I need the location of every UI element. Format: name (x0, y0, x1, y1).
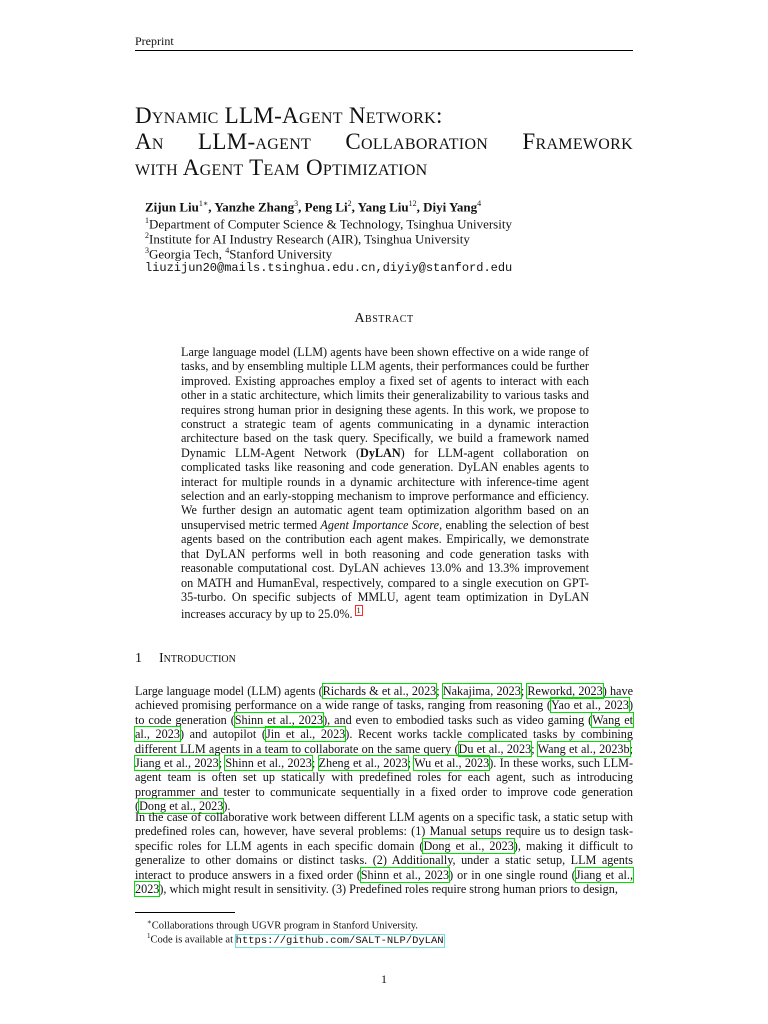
author-name: Yanzhe Zhang (214, 199, 295, 215)
author-name: Yang Liu (357, 199, 409, 215)
author-sup: 3 (294, 199, 299, 208)
footnote (147, 918, 418, 932)
affiliation-text: Department of Computer Science & Technology, Tsinghua University (149, 216, 512, 232)
footnote-mark: 1 (147, 932, 151, 940)
title-word: Framework (522, 129, 633, 154)
citation-link[interactable]: Shinn et al., 2023 (234, 712, 324, 727)
citation-link[interactable]: Nakajima, 2023 (442, 684, 521, 698)
citation-link[interactable]: Wu et al., 2023 (414, 756, 490, 771)
citation-link[interactable]: Shinn et al., 2023 (360, 867, 450, 882)
affiliation-sup: 2 (145, 231, 149, 240)
citation-link[interactable]: Richards & et al., 2023 (322, 684, 437, 698)
citation-link[interactable]: Wang et al., 2023b (537, 741, 630, 756)
intro-paragraph-1: Large language model (LLM) agents (Richards & et al., 2023; Nakajima, 2023; Reworkd, 2023) have achieved promising performance on a wide range of tasks, ranging from reasoning (Yao et al., 2023) to code generation (Shinn et al., 2023), and even to embodied tasks such as video gaming (Wang et al., 2023) and autopilot (Jin et al., 2023). Recent works tackle complicated tasks by combining different LLM agents in a team to collaborate on the same query (Du et al., 2023; Wang et al., 2023b; Jiang et al., 2023; Shinn et al., 2023; Zheng et al., 2023; Wu et al., 2023). In these works, such LLM-agent team is often set up statically with predefined roles for each agent, such as introducing programmer and tester to communicate sequentially in a fixed order to improve code generation (Dong et al., 2023). (135, 684, 634, 814)
author-sup: 1∗ (198, 199, 209, 208)
citation-link[interactable]: Shinn et al., 2023 (225, 756, 312, 771)
title-line-1: Dynamic LLM-Agent Network: (135, 103, 443, 128)
affiliation (145, 231, 470, 247)
author-name: Peng Li (304, 199, 348, 215)
citation-link[interactable]: Yao et al., 2023 (550, 698, 629, 713)
affiliation (145, 246, 332, 262)
footnote-mark: ∗ (147, 918, 152, 926)
citation-link[interactable]: Jiang et al., 2023 (135, 756, 219, 771)
footnote-text: Collaborations through UGVR program in Stanford University. (151, 920, 418, 932)
footnote (147, 932, 444, 947)
section-heading (135, 651, 236, 667)
affiliation-text: Institute for AI Industry Research (AIR), Tsinghua University (149, 231, 470, 247)
affiliation-text: Georgia Tech, (149, 246, 226, 262)
footnote-rule (135, 912, 235, 913)
abstract-text: , enabling the selection of best agents based on the contribution each agent makes. Empirically, we demonstrate that DyLAN performs well in both reasoning and code generation tasks with reasonable computational cost. DyLAN achieves 13.0% and 13.3% improvement on MATH and HumanEval, respectively, compared to a single execution on GPT-35-turbo. On specific subjects of MMLU, agent team optimization in DyLAN increases accuracy by up to 25.0%. (181, 517, 589, 622)
title-word: An (135, 129, 164, 154)
title-word: Collaboration (345, 129, 489, 154)
citation-link[interactable]: Dong et al., 2023 (423, 838, 514, 853)
author-emails[interactable]: liuzijun20@mails.tsinghua.edu.cn,diyiy@stanford.edu (145, 261, 513, 275)
abstract-ais: Agent Importance Score (320, 517, 440, 532)
title-word: LLM-agent (198, 129, 312, 154)
abstract-heading: Abstract (354, 311, 414, 326)
citation-link[interactable]: Zheng et al., 2023 (318, 756, 408, 771)
affiliation (145, 216, 512, 232)
abstract-text: Large language model (LLM) agents have been shown effective on a wide range of tasks, and by ensembling multiple LLM agents, their performances could be further improved. Existing approaches employ a fixed set of agents to interact with each other in a static architecture, which limits their generalizability to various tasks and requires strong human prior in designing these agents. In this work, we propose to construct a strategic team of agents communicating in a dynamic interaction architecture based on the task query. Specifically, we build a framework named Dynamic LLM-Agent Network ( (181, 345, 589, 460)
footnote-text: Code is available at (150, 934, 236, 946)
abstract-text: ) for LLM-agent collaboration on complicated tasks like reasoning and code generation. DyLAN enables agents to interact for multiple rounds in a dynamic architecture with inference-time agent selection and an early-stopping mechanism to improve performance and efficiency. We further design an automatic agent team optimization algorithm based on an unsupervised metric termed (181, 445, 590, 532)
running-head: Preprint (135, 34, 174, 48)
paper-title (135, 103, 633, 181)
abstract-body (181, 345, 589, 622)
affiliation-sup: 4 (225, 246, 230, 255)
code-url-link[interactable]: https://github.com/SALT-NLP/DyLAN (235, 934, 444, 947)
citation-link[interactable]: Jiang et al., 2023 (135, 867, 633, 897)
section-title: Introduction (159, 651, 236, 666)
author-list: Zijun Liu$^{1∗}$, Yanzhe Zhang$^3$, Peng Li$^2$, Yang Liu$^{12}$, Diyi Yang$^4$ (145, 199, 482, 215)
citation-link[interactable]: Wang et al., 2023 (135, 712, 634, 742)
citation-link[interactable]: Jin et al., 2023 (265, 727, 346, 742)
author-name: Zijun Liu (145, 199, 199, 215)
author-sup: 2 (347, 199, 352, 208)
citation-link[interactable]: Dong et al., 2023 (139, 799, 224, 814)
citation-link[interactable]: Du et al., 2023 (458, 741, 532, 756)
title-line-2 (135, 129, 633, 155)
affiliation-sup: 3 (145, 246, 149, 255)
intro-paragraph-2: In the case of collaborative work between different LLM agents on a specific task, a static setup with predefined roles can, however, have several problems: (1) Manual setups require us to design task-specific roles for LLM agents in each specific domain (Dong et al., 2023), making it difficult to generalize to other domains or distinct tasks. (2) Additionally, under a static setup, LLM agents interact to produce answers in a fixed order (Shinn et al., 2023) or in one single round (Jiang et al., 2023), which might result in sensitivity. (3) Predefined roles require strong human priors to design, (135, 810, 633, 897)
author-sup: 4 (477, 199, 482, 208)
affiliation-sup: 1 (145, 216, 149, 225)
footnote-link[interactable]: 1 (356, 606, 361, 616)
title-line-3: with Agent Team Optimization (135, 155, 428, 180)
author-sup: 12 (408, 199, 417, 208)
citation-link[interactable]: Reworkd, 2023 (527, 684, 603, 698)
affiliation-text: Stanford University (229, 246, 333, 262)
header-rule (135, 50, 633, 51)
page-number: 1 (381, 972, 387, 986)
abstract-dylan: DyLAN (360, 445, 401, 460)
section-number: 1 (135, 651, 142, 666)
author-name: Diyi Yang (423, 199, 478, 215)
